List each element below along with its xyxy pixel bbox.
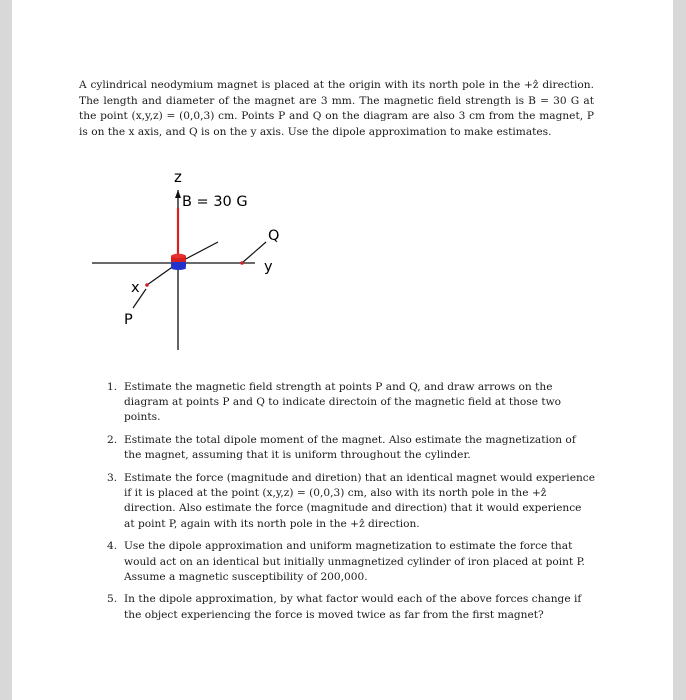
magnet-bottom-face (171, 266, 186, 270)
point-p-marker (145, 283, 149, 287)
question-item (107, 471, 595, 532)
y-axis-label: y (264, 259, 273, 275)
question-text: Use the dipole approximation and uniform magnetization to estimate the force that would act on an identical but initially unmagnetized cylinder of iron placed at point P. Assume a magnetic susceptibility of 200,000. (124, 540, 585, 583)
point-q-marker (240, 261, 244, 265)
question-item (107, 433, 595, 463)
question-item (107, 539, 595, 585)
question-number: 5. (107, 593, 118, 606)
question-item (107, 380, 595, 426)
field-strength-label: B = 30 G (182, 194, 248, 210)
magnet-top-face (171, 254, 186, 258)
z-axis-arrowhead (175, 190, 181, 198)
question-text: In the dipole approximation, by what factor would each of the above forces change if the object experiencing the force is moved twice as far from the first magnet? (124, 593, 582, 621)
question-number: 4. (107, 540, 118, 553)
question-text: Estimate the force (magnitude and diretion) that an identical magnet would experience if it is placed at the point (x,y,z) = (0,0,3) cm, also with its north pole in the +ẑ direction. Also estimate the force (magnitude and direction) that it would experience at point P, again with its north pole in the +ẑ direction. (124, 472, 595, 530)
q-diagonal-line (242, 242, 266, 263)
question-number: 1. (107, 381, 118, 393)
question-text: Estimate the magnetic field strength at points P and Q, and draw arrows on the diagram at points P and Q to indicate directoin of the magnetic field at those two points. (124, 381, 562, 424)
z-axis-label: z (174, 168, 182, 186)
q-label: Q (268, 228, 280, 244)
x-axis-label: x (131, 280, 140, 296)
question-text: Estimate the total dipole moment of the magnet. Also estimate the magnetization of the magnet, assuming that it is uniform throughout the cylinder. (124, 434, 576, 462)
problem-intro: A cylindrical neodymium magnet is placed at the origin with its north pole in the +ẑ direction. The length and diameter of the magnet are 3 mm. The magnetic field strength is B = 30 G at the point (x,y,z) = (0,0,3) cm. Points P and Q on the diagram are also 3 cm from the magnet, P is on the x axis, and Q is on the y axis. Use the dipole approximation to make estimates. (79, 79, 594, 138)
p-label: P (124, 312, 133, 328)
question-list (107, 380, 595, 630)
question-number: 2. (107, 434, 118, 447)
question-item (107, 592, 595, 622)
question-number: 3. (107, 472, 118, 485)
